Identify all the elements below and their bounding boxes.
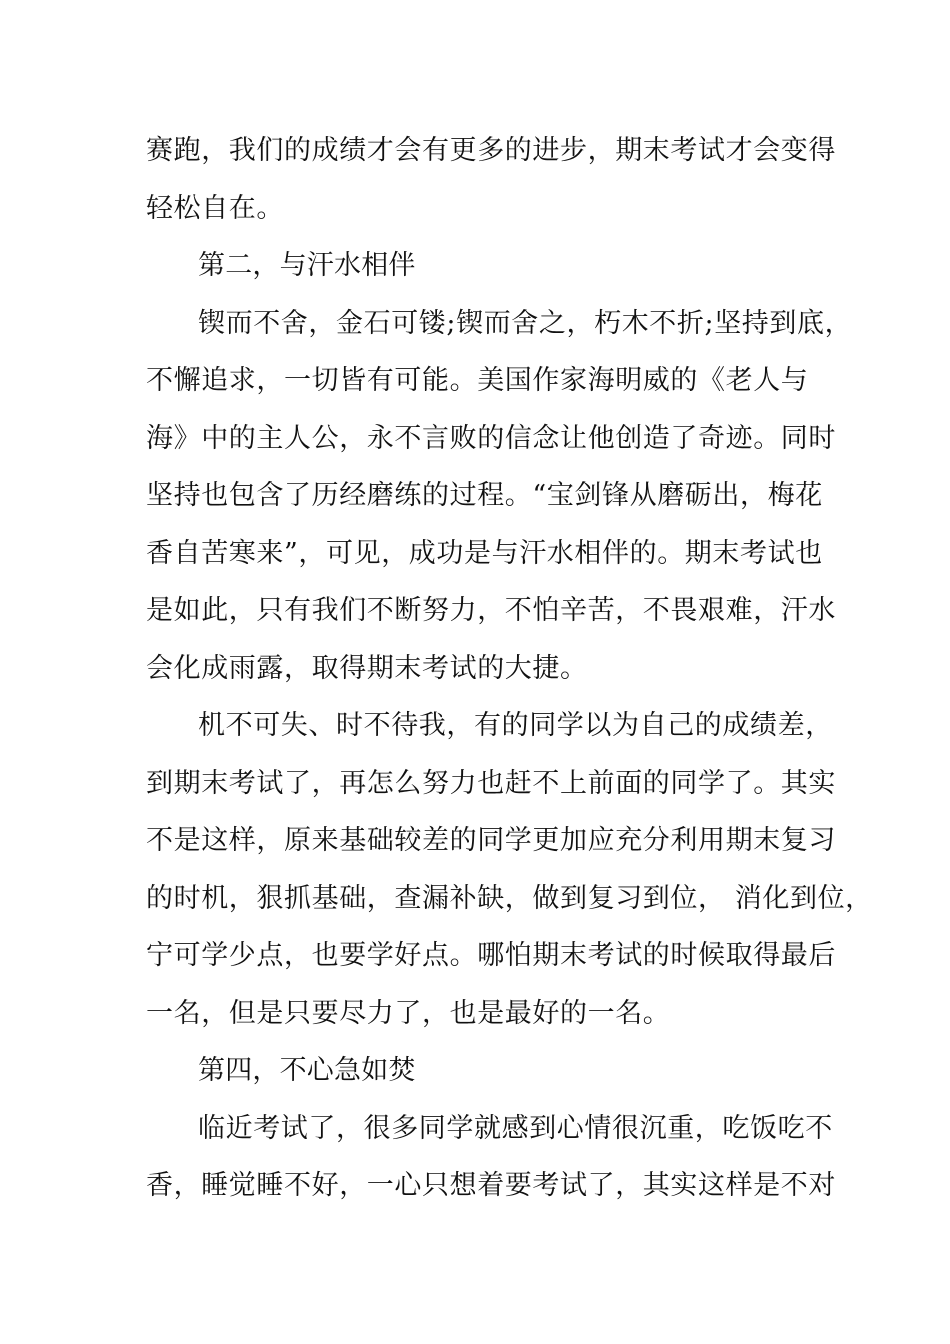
text-line: 轻松自在。 [146, 192, 284, 224]
text-line: 坚持也包含了历经磨练的过程。“宝剑锋从磨砺出，梅花 [146, 480, 823, 511]
text-line: 不懈追求，一切皆有可能。美国作家海明威的《老人与 [146, 365, 809, 396]
text-line: 不是这样，原来基础较差的同学更加应充分利用期末复习 [146, 825, 836, 856]
section-heading-second: 第二，与汗水相伴 [198, 250, 416, 281]
text-line: 赛跑，我们的成绩才会有更多的进步，期末考试才会变得 [146, 135, 836, 166]
text-line: 会化成雨露，取得期末考试的大捷。 [146, 652, 588, 684]
text-line: 海》中的主人公，永不言败的信念让他创造了奇迹。同时 [146, 422, 836, 454]
text-line: 宁可学少点，也要学好点。哪怕期末考试的时候取得最后 [146, 940, 836, 971]
text-line: 一名，但是只要尽力了，也是最好的一名。 [146, 997, 671, 1029]
text-line: 锲而不舍，金石可镂;锲而舍之，朽木不折;坚持到底， [198, 307, 853, 339]
text-line: 香，睡觉睡不好，一心只想着要考试了，其实这样是不对 [146, 1170, 836, 1201]
section-heading-fourth: 第四，不心急如焚 [198, 1055, 416, 1086]
text-line: 临近考试了，很多同学就感到心情很沉重，吃饭吃不 [198, 1112, 833, 1144]
text-line: 的时机，狠抓基础，查漏补缺，做到复习到位， 消化到位， [146, 882, 873, 914]
body-text [146, 122, 873, 1215]
text-line: 到期末考试了，再怎么努力也赶不上前面的同学了。其实 [146, 767, 836, 799]
text-line: 是如此，只有我们不断努力，不怕辛苦，不畏艰难，汗水 [146, 595, 836, 626]
text-line: 机不可失、时不待我，有的同学以为自己的成绩差， [198, 710, 833, 741]
text-line: 香自苦寒来”，可见，成功是与汗水相伴的。期末考试也 [146, 537, 823, 569]
